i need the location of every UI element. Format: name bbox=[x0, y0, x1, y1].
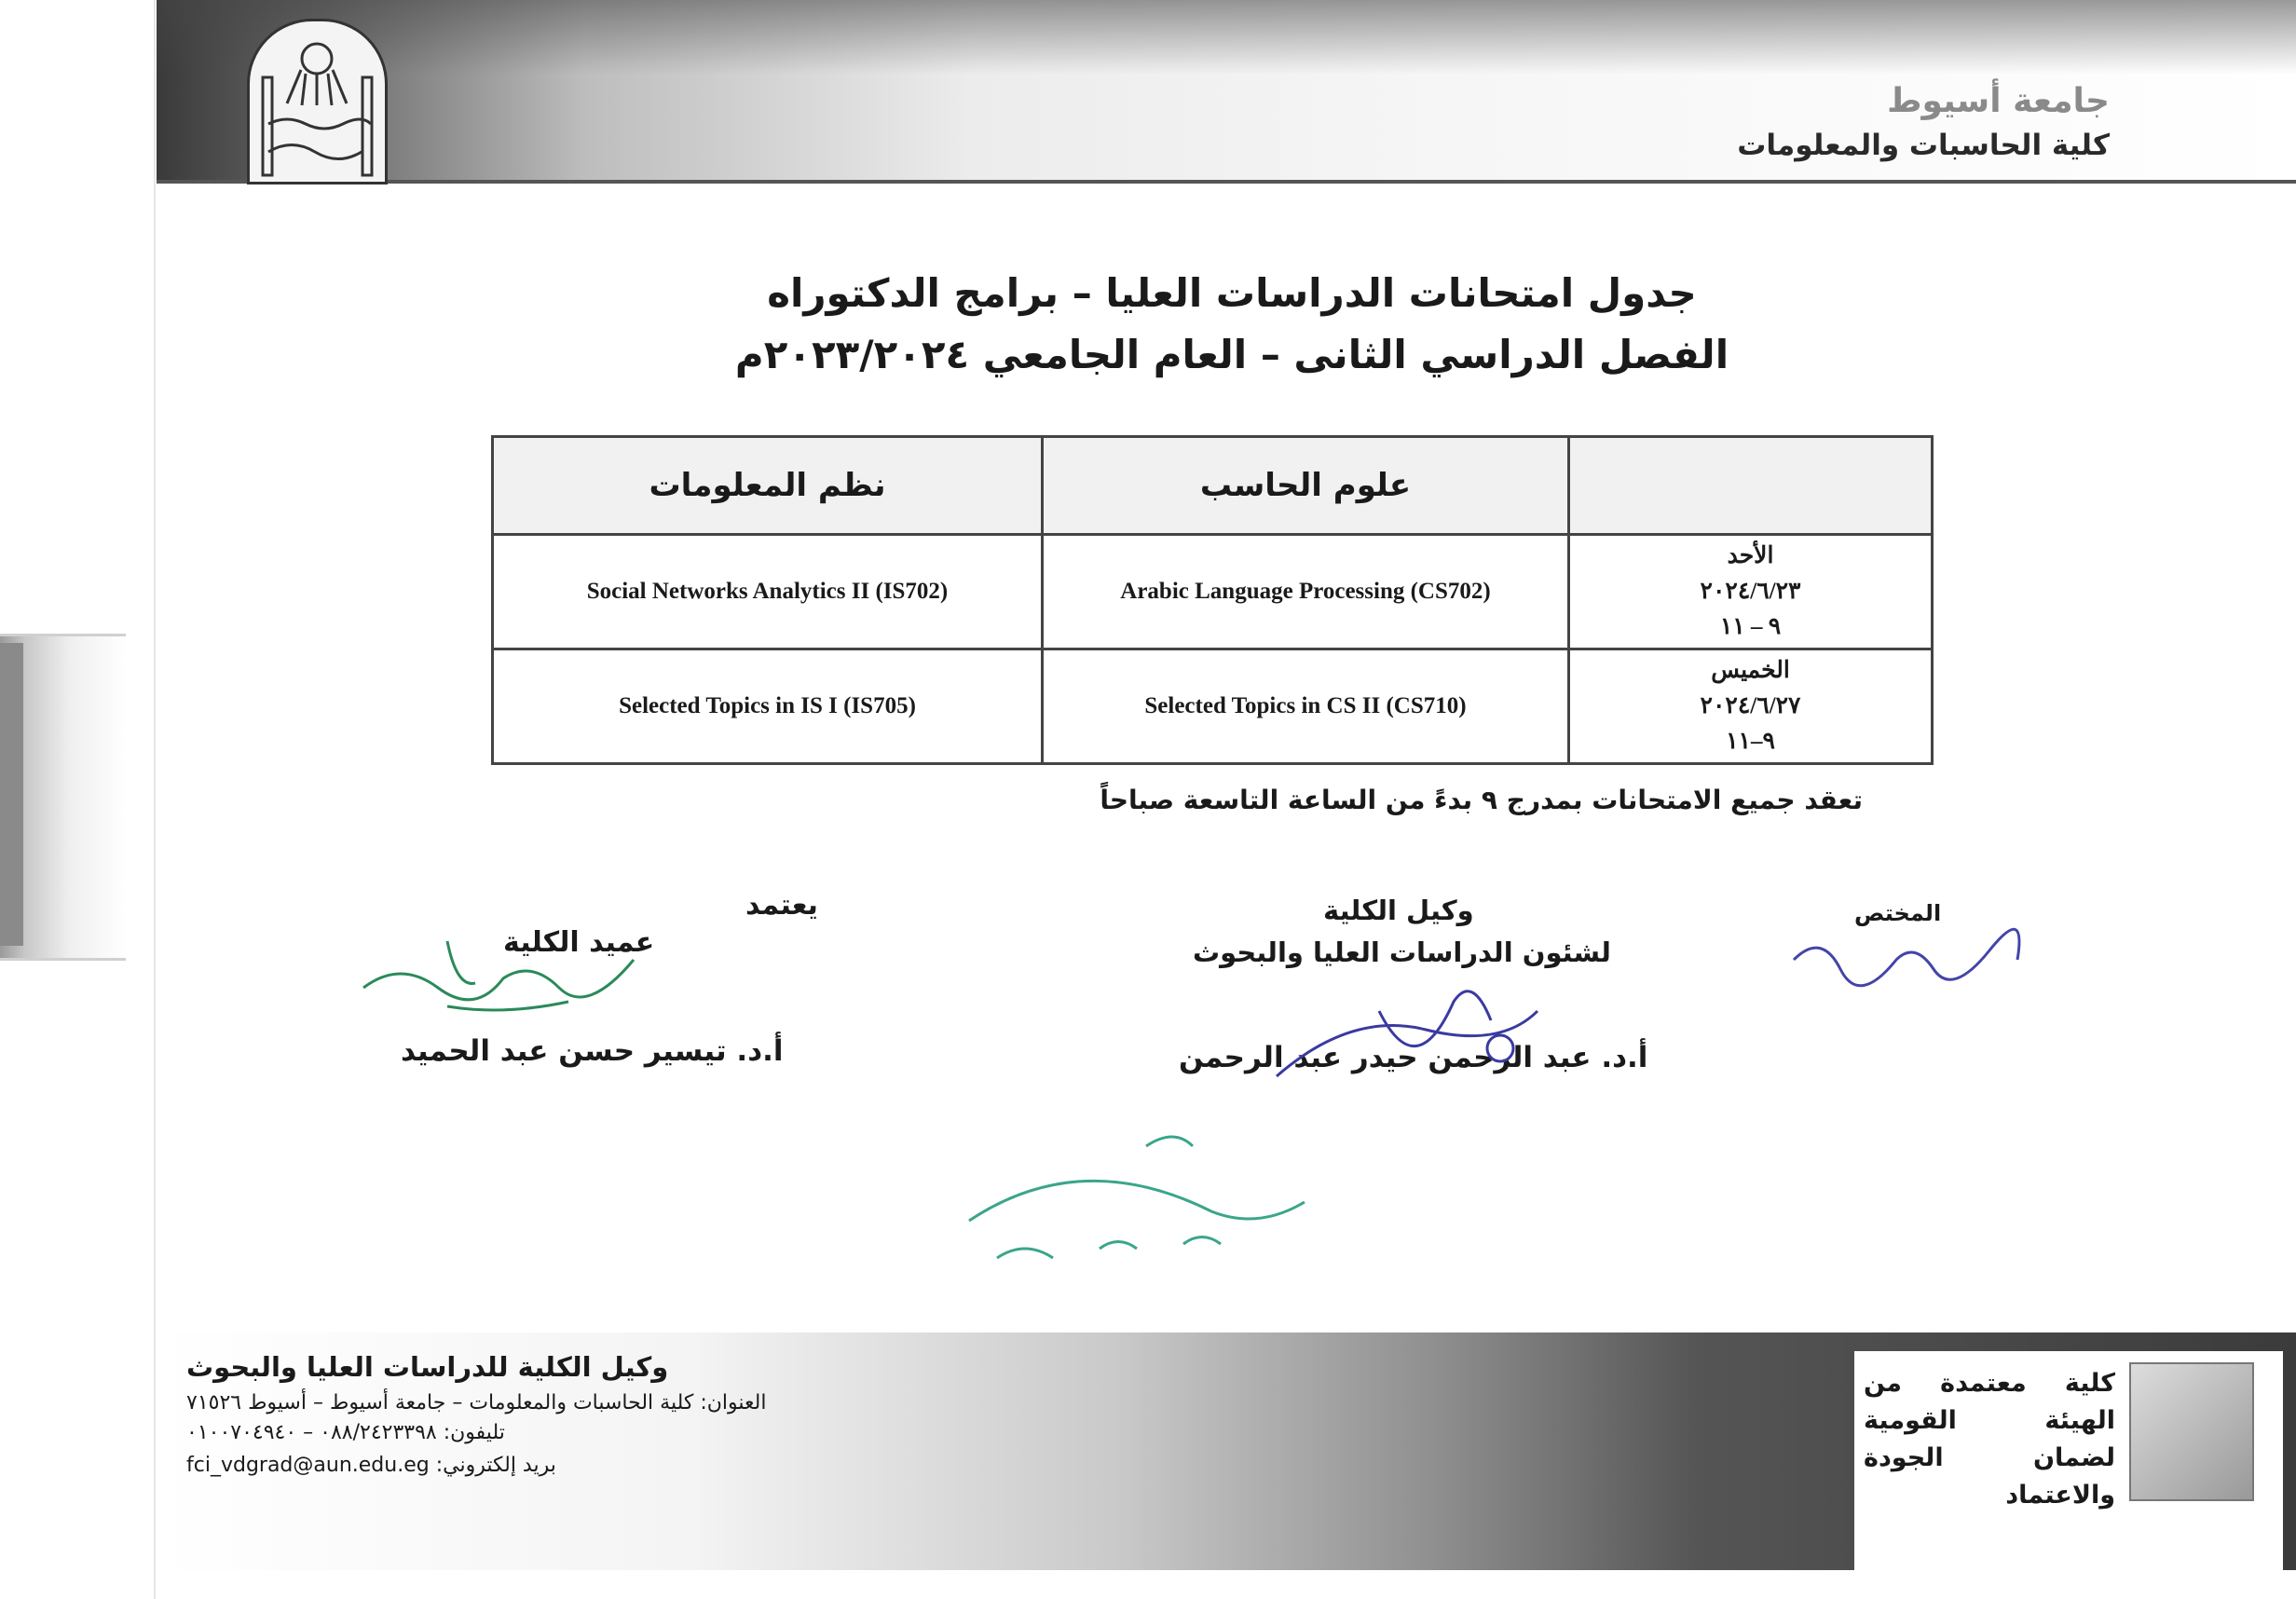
exam-note: تعقد جميع الامتحانات بمدرج ٩ بدءً من الساعة التاسعة صباحاً bbox=[1100, 785, 1863, 815]
footer-email[interactable]: fci_vdgrad@aun.edu.eg bbox=[186, 1454, 430, 1477]
vice-dean-title: وكيل الكلية bbox=[1323, 895, 1474, 926]
specialist-label: المختص bbox=[1854, 900, 1942, 926]
header-divider bbox=[157, 180, 2296, 184]
table-row bbox=[493, 535, 1933, 649]
header-information-systems: نظم المعلومات bbox=[493, 437, 1043, 535]
accreditation-logo bbox=[2129, 1362, 2254, 1501]
header-day bbox=[1569, 437, 1933, 535]
exam-schedule-table bbox=[491, 435, 1934, 765]
day-cell bbox=[1569, 535, 1933, 649]
footer-title: وكيل الكلية للدراسات العليا والبحوث bbox=[186, 1351, 669, 1383]
university-logo bbox=[247, 19, 388, 184]
vice-dean-subtitle: لشئون الدراسات العليا والبحوث bbox=[1193, 936, 1611, 968]
cs-course: Selected Topics in CS II (CS710) bbox=[1043, 649, 1569, 764]
university-name: جامعة أسيوط bbox=[1887, 82, 2110, 120]
dean-name: أ.د. تيسير حسن عبد الحميد bbox=[401, 1034, 784, 1068]
cs-course: Arabic Language Processing (CS702) bbox=[1043, 535, 1569, 649]
footer-phone: تليفون: ٠٨٨/٢٤٢٣٣٩٨ – ٠١٠٠٧٠٤٩٤٠ bbox=[186, 1421, 505, 1444]
exam-time: ٩ – ١١ bbox=[1719, 614, 1782, 639]
scan-tab-inner bbox=[0, 643, 23, 946]
table-row bbox=[493, 649, 1933, 764]
vice-dean-name: أ.د. عبد الرحمن حيدر عبد الرحمن bbox=[1179, 1041, 1648, 1074]
dean-title: عميد الكلية bbox=[503, 926, 655, 959]
approve-label: يعتمد bbox=[745, 889, 818, 922]
day-name: الأحد bbox=[1727, 543, 1774, 568]
footer-email-label: بريد إلكتروني: bbox=[435, 1454, 556, 1477]
accreditation-text: كلية معتمدة من الهيئة القومية لضمان الجودة والاعتماد bbox=[1864, 1369, 2115, 1510]
exam-date: ٢٠٢٤/٦/٢٧ bbox=[1700, 693, 1801, 718]
table-header-row bbox=[493, 437, 1933, 535]
exam-date: ٢٠٢٤/٦/٢٣ bbox=[1700, 579, 1801, 604]
page-title: جدول امتحانات الدراسات العليا – برامج الدكتوراه bbox=[767, 270, 1697, 316]
is-course: Social Networks Analytics II (IS702) bbox=[493, 535, 1043, 649]
header-band-shade bbox=[157, 0, 2296, 75]
header-computer-science: علوم الحاسب bbox=[1043, 437, 1569, 535]
page-subtitle: الفصل الدراسي الثانى – العام الجامعي ٢٠٢٣/٢٠٢٤م bbox=[734, 332, 1729, 377]
footer-email-line bbox=[186, 1454, 556, 1477]
faculty-name: كلية الحاسبات والمعلومات bbox=[1737, 129, 2110, 162]
day-name: الخميس bbox=[1711, 658, 1790, 683]
handwritten-annotation bbox=[960, 1109, 1314, 1277]
day-cell bbox=[1569, 649, 1933, 764]
vice-dean-signature bbox=[1267, 974, 1575, 1095]
specialist-signature bbox=[1784, 922, 2027, 988]
exam-time: ٩–١١ bbox=[1726, 729, 1775, 754]
footer-address: العنوان: كلية الحاسبات والمعلومات – جامعة أسيوط – أسيوط ٧١٥٢٦ bbox=[186, 1391, 767, 1414]
is-course: Selected Topics in IS I (IS705) bbox=[493, 649, 1043, 764]
dean-signature bbox=[354, 922, 655, 1025]
